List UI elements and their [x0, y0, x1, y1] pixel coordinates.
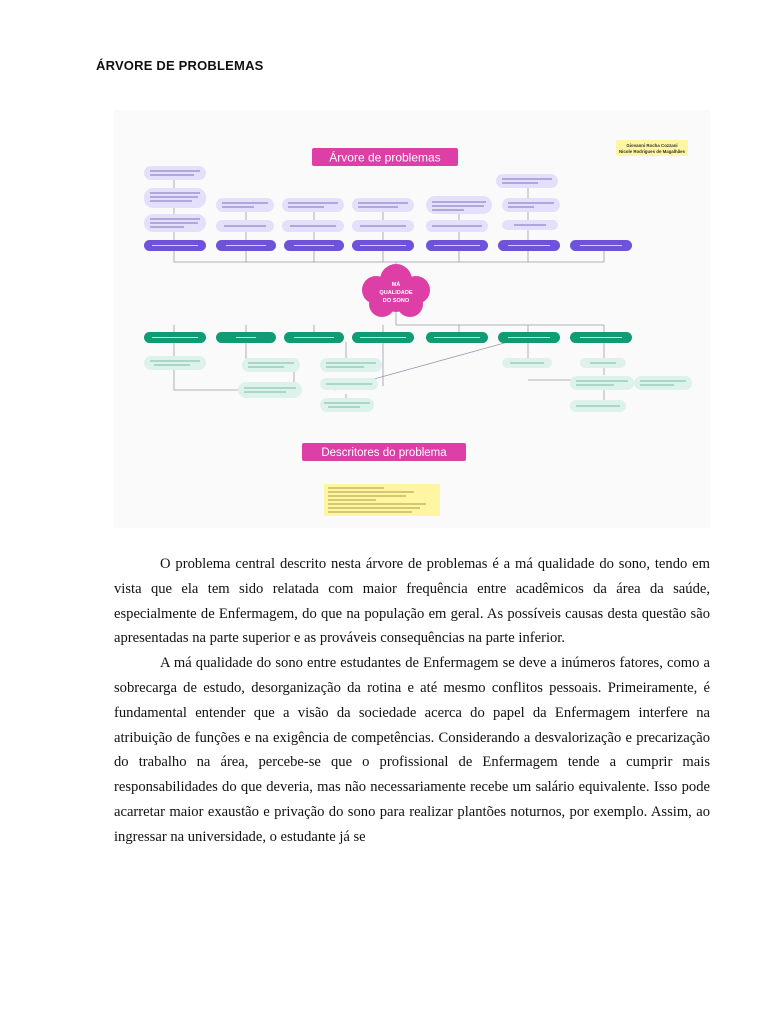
- descriptors-title: Descritores do problema: [321, 447, 447, 459]
- cause-box-labels: [150, 171, 554, 227]
- central-problem-line-3: DO SONO: [382, 298, 410, 304]
- paragraph: A má qualidade do sono entre estudantes de Enfermagem se deve a inúmeros fatores, como a sobrecarga de estudo, desorganização da rotina e até mesmo conflitos pessoais. Primeiramente, é fundamental entender que a visão da sociedade acerca do papel da Enfermagem interfere na atribuição de funções e na exigência de competências. Considerando a desvalorização e precarização do trabalho na área, percebe-se que o profissional de Enfermagem tende a cumprir mais responsabilidades do que deveria, mas não necessariamente recebe um salário equivalente. Isso pode acarretar maior exaustão e privação do sono para realizar plantões noturnos, por exemplo. Assim, ao ingressar na universidade, o estudante já se: [114, 655, 710, 845]
- central-problem-line-2: QUALIDADE: [379, 290, 413, 296]
- author-name-1: Giovanni Rocha Cozzani: [626, 143, 678, 148]
- problem-tree-figure: [114, 110, 710, 528]
- consequence-boxes: [144, 356, 692, 412]
- page-heading: ÁRVORE DE PROBLEMAS: [96, 58, 264, 73]
- paragraph: O problema central descrito nesta árvore de problemas é a má qualidade do sono, tendo em vista que ela tem sido relatada com maior frequência entre acadêmicos da área da saúde, especialmente de Enfermagem, do que na população em geral. As possíveis causas desta questão são apresentadas na parte superior e as prováveis consequências na parte inferior.: [114, 556, 710, 647]
- problem-tree-diagram: [114, 110, 710, 528]
- cause-boxes: [144, 166, 560, 232]
- body-text: [114, 552, 710, 850]
- author-name-2: Nicole Rodrigues de Magalhães: [618, 149, 686, 154]
- central-problem-line-1: MÁ: [391, 282, 401, 288]
- tree-title: Árvore de problemas: [329, 150, 441, 165]
